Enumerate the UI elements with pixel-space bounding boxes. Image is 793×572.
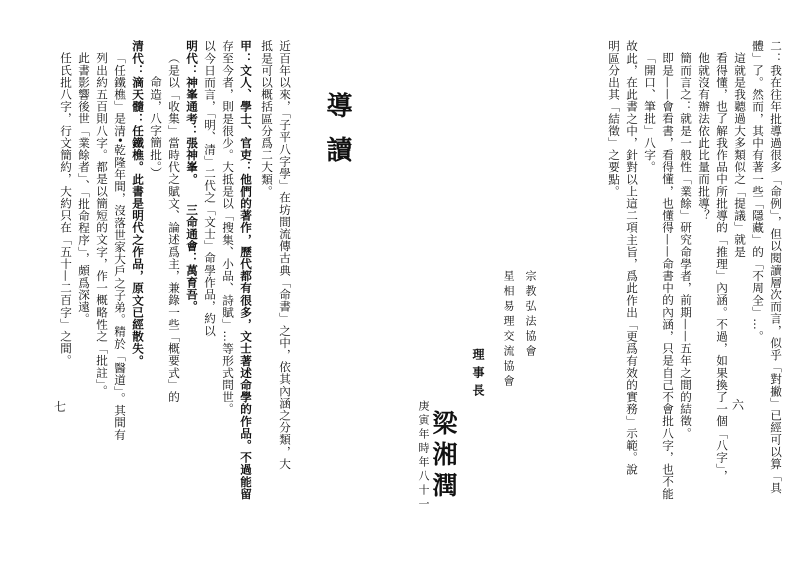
page-number: 六 bbox=[732, 398, 745, 412]
signer-name: 梁湘潤 bbox=[429, 410, 458, 503]
body-line: 這就是我聽過大多類似之「提議」就是 bbox=[733, 52, 747, 258]
body-line: 存至今者，則是很少。大抵是以「搜集、小品、詩賦」…等形式問世。 bbox=[221, 40, 235, 416]
section-title: 導讀 bbox=[322, 92, 352, 180]
body-line: 他就沒有辦法依此比量而批導？ bbox=[697, 52, 711, 222]
body-line: 「任鐵樵」是清•乾隆年間，沒落世家大戶之子弟。精於「醫道」。其間有 bbox=[113, 52, 127, 441]
body-line: 甲：文人、學士、官吏：他們的著作，歷代都有很多，文士著述命學的作品。不過能留 bbox=[239, 40, 253, 500]
body-line: 明區分出其「結徵」之要點。 bbox=[607, 40, 621, 198]
body-line: 任氏批八字，行文簡約，大約只在「五十—二百字」之間。 bbox=[59, 52, 73, 367]
signature-date: 庚寅年時年八十一 bbox=[417, 400, 430, 512]
body-line: 體」了。然而，其中有著一些「隱藏」的「不周全」…。 bbox=[751, 40, 765, 343]
signer-title: 理事長 bbox=[471, 348, 485, 402]
body-line: 明代：神峯通考：張神峯。 三命通會：萬育吾。 bbox=[185, 40, 199, 313]
left-page bbox=[0, 0, 396, 572]
body-line: 看得懂，也了解我作品中所批導的「推理」內涵。不過，如果換了一個「八字」， bbox=[715, 52, 729, 482]
body-line: （是以「收集」當時代之賦文、論述爲主，兼錄一些「概要式」的 bbox=[167, 52, 181, 403]
body-line: 命造，八字簡批。） bbox=[149, 76, 163, 180]
body-line: 此書影響後世「業餘者」、「批命程序」，頗爲深遠。 bbox=[77, 52, 91, 325]
body-line: 故此，在此書之中，針對以上這二項主旨，爲此作出「更爲有效的實務」示範。說 bbox=[625, 40, 639, 476]
organization-name: 宗教弘法協會 bbox=[524, 270, 537, 360]
body-line: 近百年以來，「子平八字學」在坊間流傳古典「命書」之中，依其內涵之分類，大 bbox=[278, 40, 292, 470]
page-number: 七 bbox=[54, 400, 67, 414]
body-line: 抵是可以概括區分爲二大類。 bbox=[260, 40, 274, 198]
body-line: 清代：滴天髓：任鐵樵。此書是明代之作品，原文已經散失。 bbox=[131, 40, 145, 367]
body-line: 列出約五百則八字。都是以簡短的文字，作一概略性之「批註」。 bbox=[95, 52, 109, 398]
body-line: 「開口、筆批」八字。 bbox=[643, 52, 657, 173]
right-page bbox=[396, 0, 793, 572]
body-line: 即是——會看書，看得懂，也懂得——命書中的內涵，只是自己不會批八字，也不能 bbox=[661, 52, 675, 500]
organization-name: 星相易理交流協會 bbox=[502, 270, 515, 390]
body-line: 二：我在往年批導過很多「命例」，但以閱讀層次而言，似乎「對撇」已經可以算「具 bbox=[769, 40, 783, 494]
body-line: 簡而言之：就是一般性「業餘」研究命學者，前期——五年之間的結徵。 bbox=[679, 52, 693, 440]
body-line: 以今日而言，「明、清」二代之「文士」命學作品，約以 bbox=[203, 40, 217, 337]
